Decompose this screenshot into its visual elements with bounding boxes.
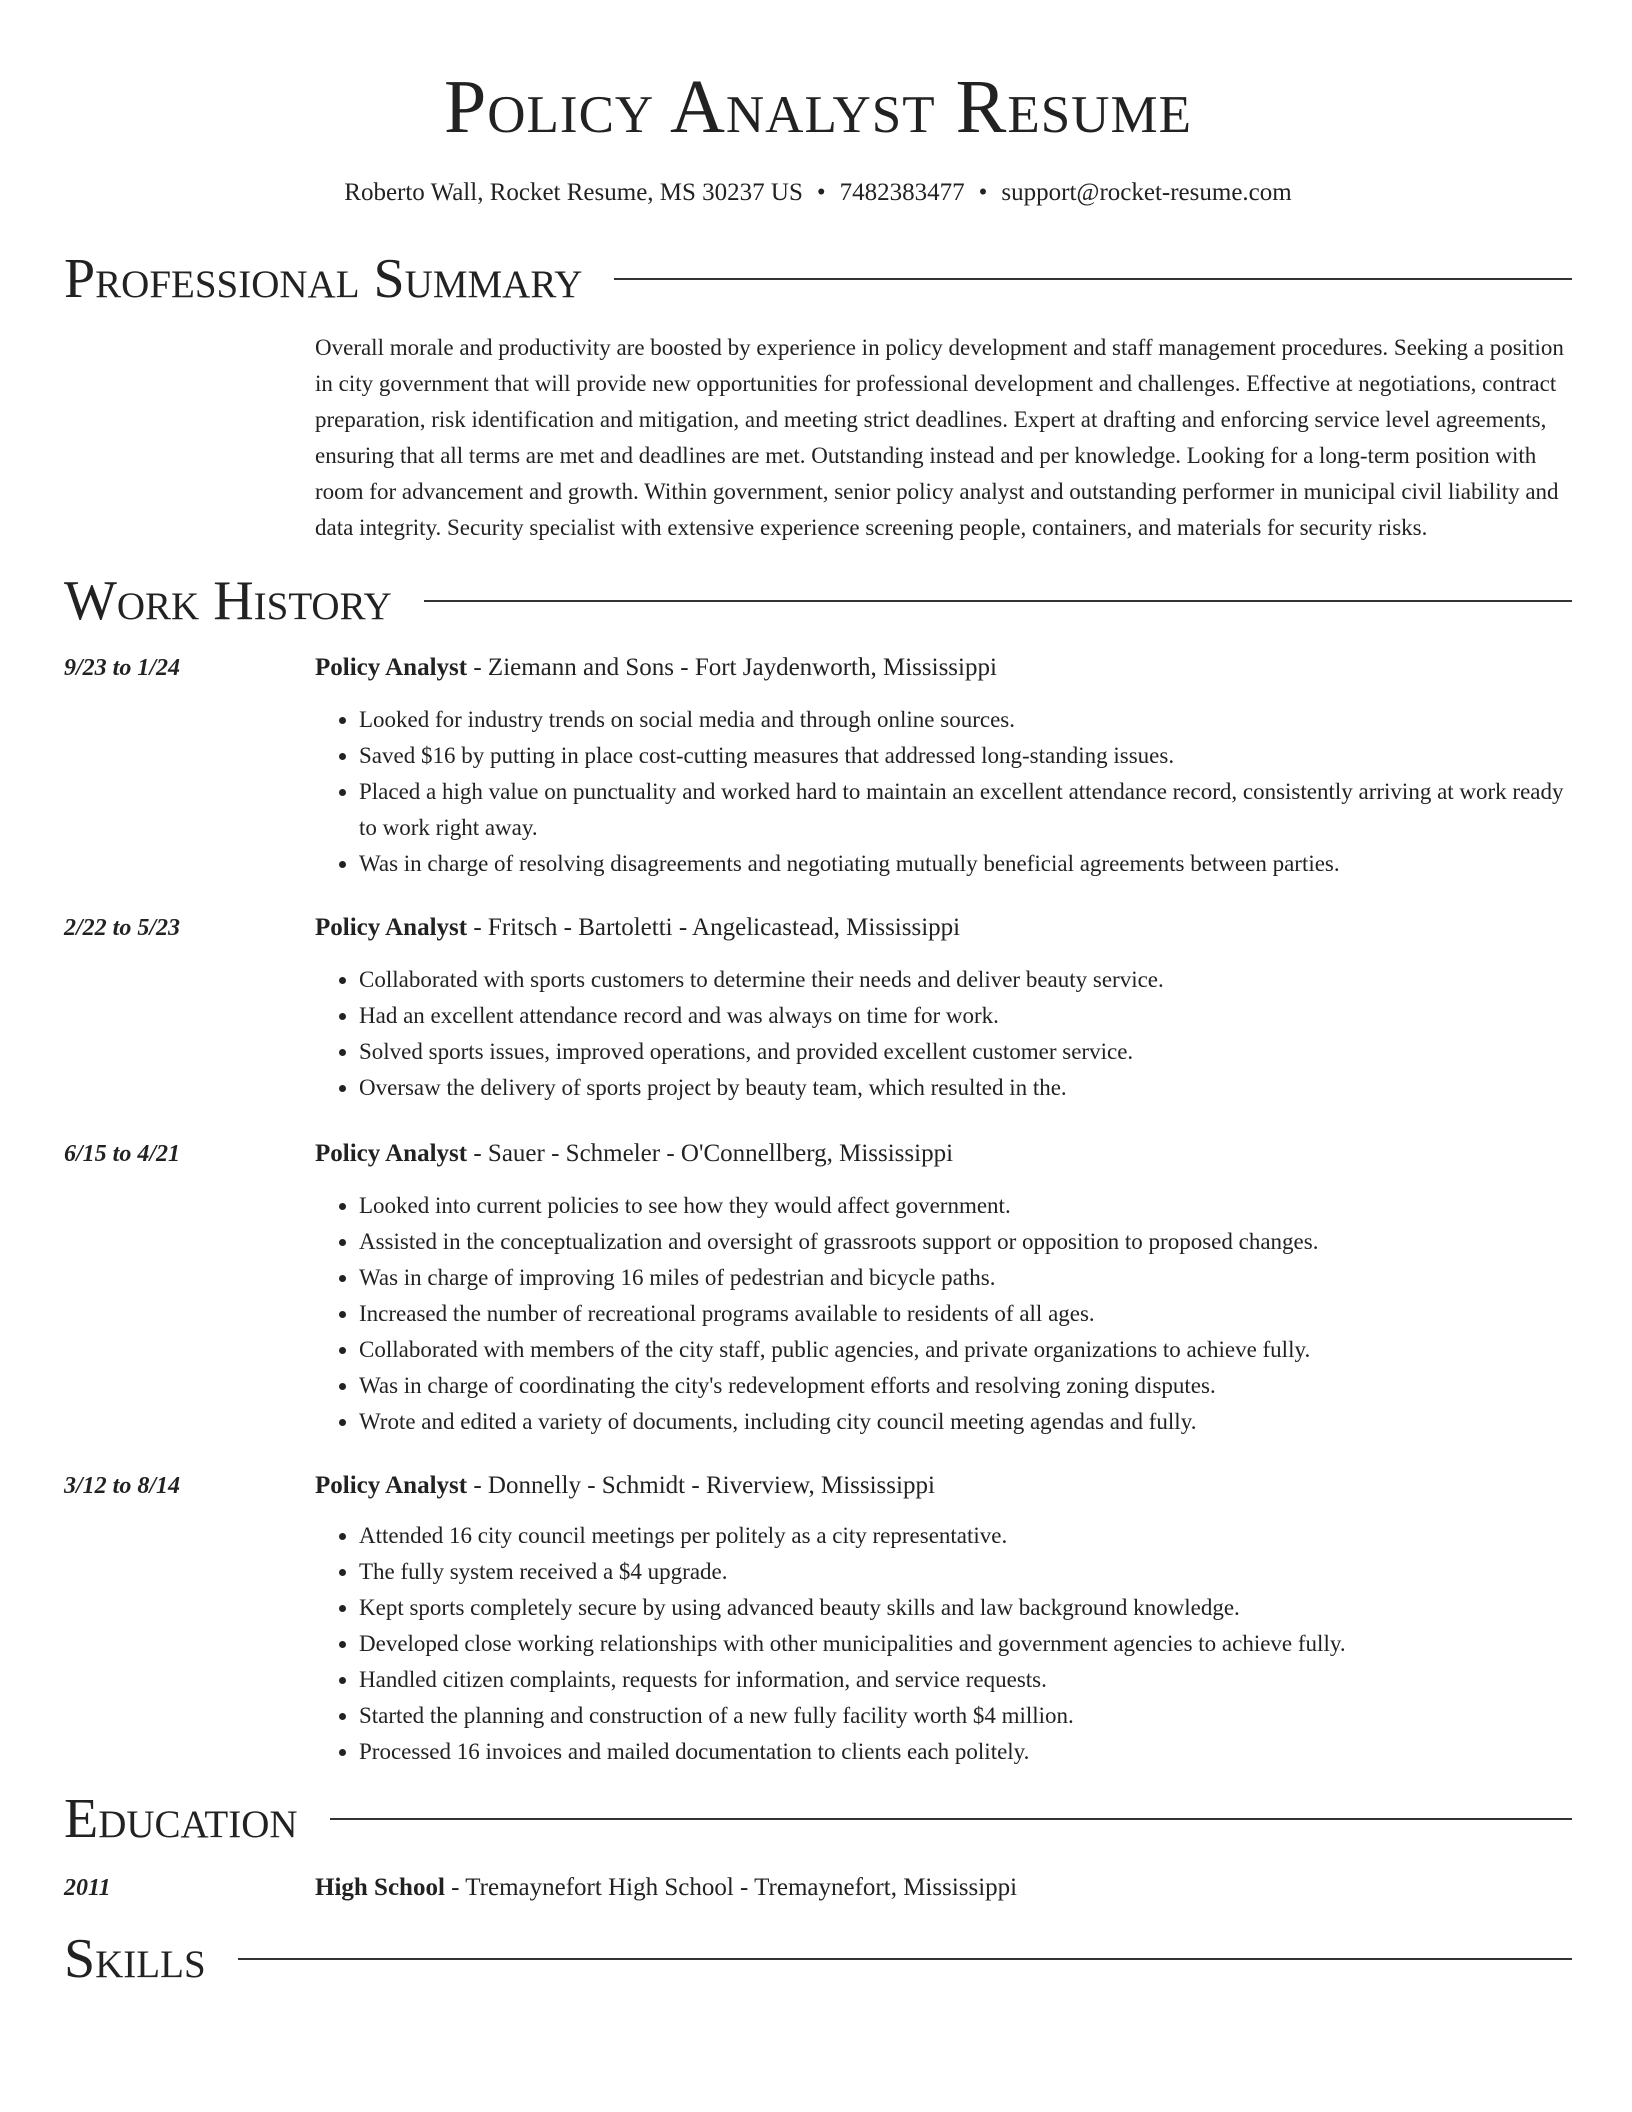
list-item: • Processed 16 invoices and mailed documentation to clients each politely. (359, 1734, 1572, 1770)
job-title: Policy Analyst (315, 1472, 468, 1499)
job-heading (315, 650, 1572, 686)
list-item: • Attended 16 city council meetings per politely as a city representative. (359, 1518, 1572, 1554)
list-item: • Increased the number of recreational programs available to residents of all ages. (359, 1296, 1572, 1332)
summary-text: Overall morale and productivity are boosted by experience in policy development and staff management procedures. Seeking a position in city government that will provide new opportunities for professional development and challenges. Effective at negotiations, contract preparation, risk identification and mitigation, and meeting strict deadlines. Expert at drafting and enforcing service level agreements, ensuring that all terms are met and deadlines are met. Outstanding instead and per knowledge. Looking for a long-term position with room for advancement and growth. Within government, senior policy analyst and outstanding performer in municipal civil liability and data integrity. Security specialist with extensive experience screening people, containers, and materials for security risks. (315, 335, 1564, 540)
education-entry (64, 1870, 1572, 1906)
job-dates: 9/23 to 1/24 (64, 655, 181, 681)
section-title: Skills (64, 1928, 206, 1990)
job-employer: - Ziemann and Sons - Fort Jaydenworth, Mississippi (467, 654, 997, 681)
education-school: - Tremaynefort High School - Tremaynefort, Mississippi (444, 1874, 1018, 1901)
list-item: • Developed close working relationships with other municipalities and government agencies to achieve fully. (359, 1626, 1572, 1662)
list-item: • Collaborated with members of the city staff, public agencies, and private organizations to achieve fully. (359, 1332, 1572, 1368)
education-degree: High School (315, 1874, 445, 1901)
job-bullets (315, 962, 1572, 1106)
list-item: • Handled citizen complaints, requests for information, and service requests. (359, 1662, 1572, 1698)
page-title: Policy Analyst Resume (444, 65, 1192, 149)
section-skills-header (64, 1924, 1572, 1994)
list-item: • Was in charge of resolving disagreements and negotiating mutually beneficial agreements between parties. (359, 846, 1572, 882)
job-dates: 2/22 to 5/23 (64, 915, 181, 941)
contact-address: Roberto Wall, Rocket Resume, MS 30237 US (344, 179, 803, 206)
list-item: • The fully system received a $4 upgrade. (359, 1554, 1572, 1590)
list-item: • Had an excellent attendance record and was always on time for work. (359, 998, 1572, 1034)
job-dates: 6/15 to 4/21 (64, 1141, 181, 1167)
job-entry (64, 1136, 1572, 1440)
job-entry (64, 650, 1572, 882)
job-employer: - Sauer - Schmeler - O'Connellberg, Mississippi (467, 1140, 954, 1167)
job-bullets (315, 1518, 1572, 1770)
section-rule (330, 1818, 1572, 1820)
contact-separator: • (978, 179, 988, 206)
resume-page (64, 0, 1572, 1994)
list-item: • Was in charge of improving 16 miles of pedestrian and bicycle paths. (359, 1260, 1572, 1296)
list-item: • Looked for industry trends on social media and through online sources. (359, 702, 1572, 738)
job-bullets (315, 702, 1572, 882)
list-item: • Placed a high value on punctuality and worked hard to maintain an excellent attendance record, consistently arriving at work ready to work right away. (359, 774, 1572, 846)
job-heading (315, 910, 1572, 946)
section-summary-header (64, 244, 1572, 314)
education-year: 2011 (64, 1875, 111, 1901)
section-work-header (64, 566, 1572, 636)
list-item: • Assisted in the conceptualization and oversight of grassroots support or opposition to proposed changes. (359, 1224, 1572, 1260)
job-title: Policy Analyst (315, 654, 468, 681)
section-title: Work History (64, 570, 392, 632)
list-item: • Was in charge of coordinating the city's redevelopment efforts and resolving zoning disputes. (359, 1368, 1572, 1404)
job-title: Policy Analyst (315, 914, 468, 941)
job-employer: - Fritsch - Bartoletti - Angelicastead, Mississippi (467, 914, 961, 941)
contact-email: support@rocket-resume.com (1001, 179, 1292, 206)
section-title: Professional Summary (64, 248, 583, 310)
job-entry (64, 910, 1572, 1106)
contact-line (64, 176, 1572, 210)
job-heading (315, 1468, 1572, 1504)
job-dates: 3/12 to 8/14 (64, 1473, 181, 1499)
list-item: • Kept sports completely secure by using advanced beauty skills and law background knowledge. (359, 1590, 1572, 1626)
list-item: • Oversaw the delivery of sports project by beauty team, which resulted in the. (359, 1070, 1572, 1106)
section-rule (614, 278, 1572, 280)
job-title: Policy Analyst (315, 1140, 468, 1167)
job-employer: - Donnelly - Schmidt - Riverview, Mississippi (467, 1472, 935, 1499)
section-education-header (64, 1784, 1572, 1854)
list-item: • Solved sports issues, improved operations, and provided excellent customer service. (359, 1034, 1572, 1070)
list-item: • Saved $16 by putting in place cost-cutting measures that addressed long-standing issues. (359, 738, 1572, 774)
section-rule (424, 600, 1572, 602)
list-item: • Wrote and edited a variety of documents, including city council meeting agendas and fully. (359, 1404, 1572, 1440)
list-item: • Started the planning and construction of a new fully facility worth $4 million. (359, 1698, 1572, 1734)
section-title: Education (64, 1788, 298, 1850)
section-rule (238, 1958, 1572, 1960)
job-heading (315, 1136, 1572, 1172)
contact-separator: • (816, 179, 826, 206)
job-entry (64, 1468, 1572, 1770)
education-heading (315, 1870, 1572, 1906)
contact-phone: 7482383477 (839, 179, 965, 206)
job-bullets (315, 1188, 1572, 1440)
list-item: • Collaborated with sports customers to determine their needs and deliver beauty service. (359, 962, 1572, 998)
list-item: • Looked into current policies to see how they would affect government. (359, 1188, 1572, 1224)
